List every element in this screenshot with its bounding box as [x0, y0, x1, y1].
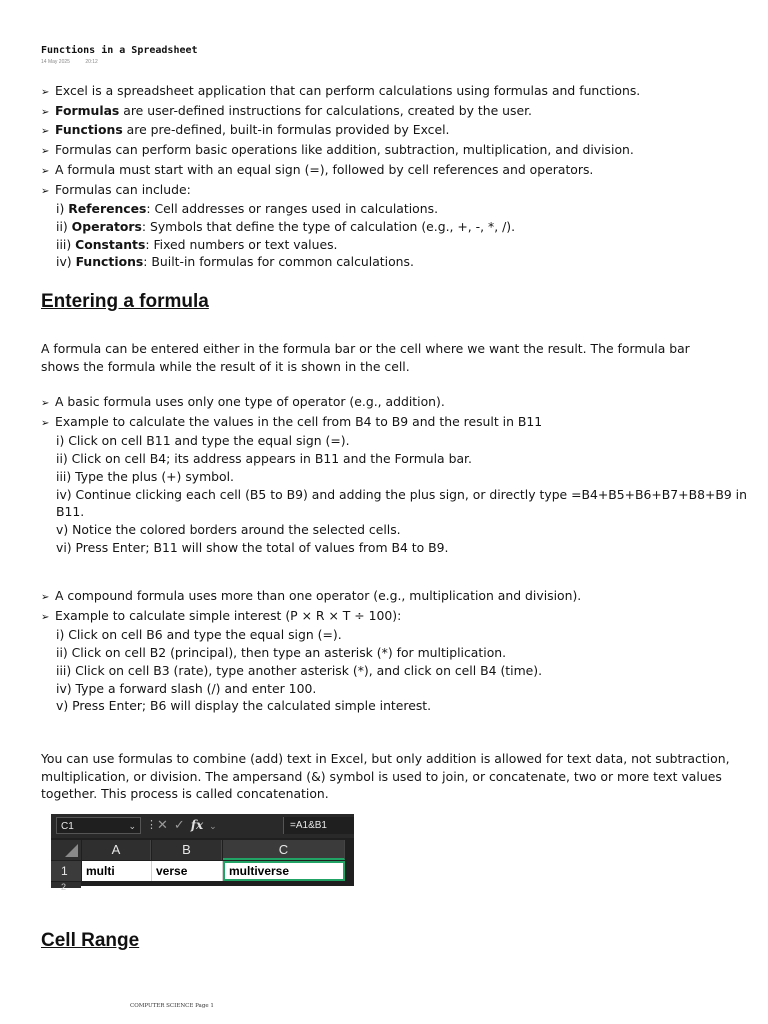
document-date: 14 May 2025	[41, 59, 70, 65]
check-icon[interactable]: ✓	[173, 817, 185, 832]
select-all-icon[interactable]	[51, 840, 81, 860]
column-header-a[interactable]: A	[82, 840, 151, 860]
paragraph: A formula can be entered either in the formula bar or the cell where we want the result. The formula bar shows the formula while the result of it is shown in the cell.	[41, 341, 690, 374]
list-item: i) References: Cell addresses or ranges used in calculations.	[56, 201, 439, 217]
cell-a1[interactable]: multi	[82, 861, 152, 881]
list-item: i) Click on cell B6 and type the equal sign (=).	[56, 627, 342, 643]
list-item: iv) Functions: Built-in formulas for common calculations.	[56, 254, 414, 270]
arrow-bullet-icon: ➢	[41, 165, 50, 177]
list-item: iii) Constants: Fixed numbers or text values.	[56, 236, 338, 252]
list-item: iv) Continue clicking each cell (B5 to B9) and adding the plus sign, or directly type =B4+B5+B6+B7+B8+B9 in	[56, 486, 747, 502]
list-item: ➢ Example to calculate the values in the cell from B4 to B9 and the result in B11	[41, 413, 741, 433]
arrow-bullet-icon: ➢	[41, 417, 50, 429]
list-item: ➢ Excel is a spreadsheet application that can perform calculations using formulas and functions.	[41, 82, 741, 102]
list-item: ➢ Formulas can perform basic operations like addition, subtraction, multiplication, and division.	[41, 141, 741, 161]
paragraph: You can use formulas to combine (add) text in Excel, but only addition is allowed for text data, not subtraction, multiplication, or division. The ampersand (&) symbol is used to join, or concatenate, two or more text values together. This process is called concatenation.	[41, 751, 730, 802]
arrow-bullet-icon: ➢	[41, 185, 50, 197]
list-item: ➢ Example to calculate simple interest (P × R × T ÷ 100):	[41, 607, 741, 627]
section-heading-entering-formula: Entering a formula	[41, 291, 209, 312]
list-item: ➢ Formulas are user-defined instructions for calculations, created by the user.	[41, 102, 741, 122]
row-header-2[interactable]: 2	[51, 882, 81, 888]
formula-bar	[51, 814, 354, 838]
column-header-b[interactable]: B	[152, 840, 222, 860]
list-item: v) Press Enter; B6 will display the calculated simple interest.	[56, 698, 432, 714]
list-item: iv) Type a forward slash (/) and enter 100.	[56, 680, 317, 696]
intro-list	[41, 82, 741, 271]
arrow-bullet-icon: ➢	[41, 611, 50, 623]
formula-buttons	[157, 817, 223, 833]
section-heading-cell-range: Cell Range	[41, 930, 140, 951]
arrow-bullet-icon: ➢	[41, 398, 50, 409]
list-item: ➢ Functions are pre-defined, built-in formulas provided by Excel.	[41, 121, 741, 141]
list-item: ➢ A formula must start with an equal sign (=), followed by cell references and operators.	[41, 161, 741, 181]
document-title: Functions in a Spreadsheet	[41, 45, 198, 56]
name-box[interactable]: C1 ⌄	[56, 817, 141, 834]
column-header-c[interactable]: C	[223, 840, 345, 860]
chevron-down-icon[interactable]: ⌄	[128, 821, 136, 831]
page-footer: COMPUTER SCIENCE Page 1	[130, 1003, 214, 1009]
more-options-icon[interactable]: ⋮	[146, 819, 157, 831]
cell-c1[interactable]: multiverse	[223, 861, 345, 881]
list-item: vi) Press Enter; B11 will show the total of values from B4 to B9.	[56, 539, 449, 555]
list-item: ii) Operators: Symbols that define the type of calculation (e.g., +, -, *, /).	[56, 218, 516, 234]
list-item: iii) Click on cell B3 (rate), type another asterisk (*), and click on cell B4 (time).	[56, 662, 543, 678]
cell-b1[interactable]: verse	[152, 861, 223, 881]
list-item: v) Notice the colored borders around the selected cells.	[56, 521, 401, 537]
arrow-bullet-icon: ➢	[41, 126, 50, 138]
arrow-bullet-icon: ➢	[41, 592, 50, 603]
arrow-bullet-icon: ➢	[41, 146, 50, 158]
row-header-1[interactable]: 1	[51, 861, 81, 881]
document-time: 20:12	[85, 59, 98, 65]
compound-formula-list	[41, 587, 741, 715]
basic-formula-list	[41, 393, 747, 556]
fx-icon[interactable]: fx	[190, 818, 204, 832]
document-meta	[41, 59, 112, 65]
list-item: ➢ A basic formula uses only one type of operator (e.g., addition).	[41, 393, 741, 413]
cancel-icon[interactable]: ✕	[157, 817, 168, 832]
excel-screenshot	[51, 814, 354, 892]
list-item: ➢ A compound formula uses more than one operator (e.g., multiplication and division).	[41, 587, 741, 607]
list-item: B11.	[56, 504, 85, 520]
list-item: ii) Click on cell B2 (principal), then type an asterisk (*) for multiplication.	[56, 645, 507, 661]
chevron-down-icon[interactable]: ⌄	[209, 821, 217, 831]
list-item: ➢ Formulas can include:	[41, 181, 741, 201]
list-item: ii) Click on cell B4; its address appears in B11 and the Formula bar.	[56, 451, 472, 467]
list-item: iii) Type the plus (+) symbol.	[56, 468, 234, 484]
arrow-bullet-icon: ➢	[41, 106, 50, 118]
arrow-bullet-icon: ➢	[41, 87, 50, 98]
list-item: i) Click on cell B11 and type the equal sign (=).	[56, 433, 350, 449]
formula-input[interactable]: =A1&B1	[283, 817, 354, 834]
